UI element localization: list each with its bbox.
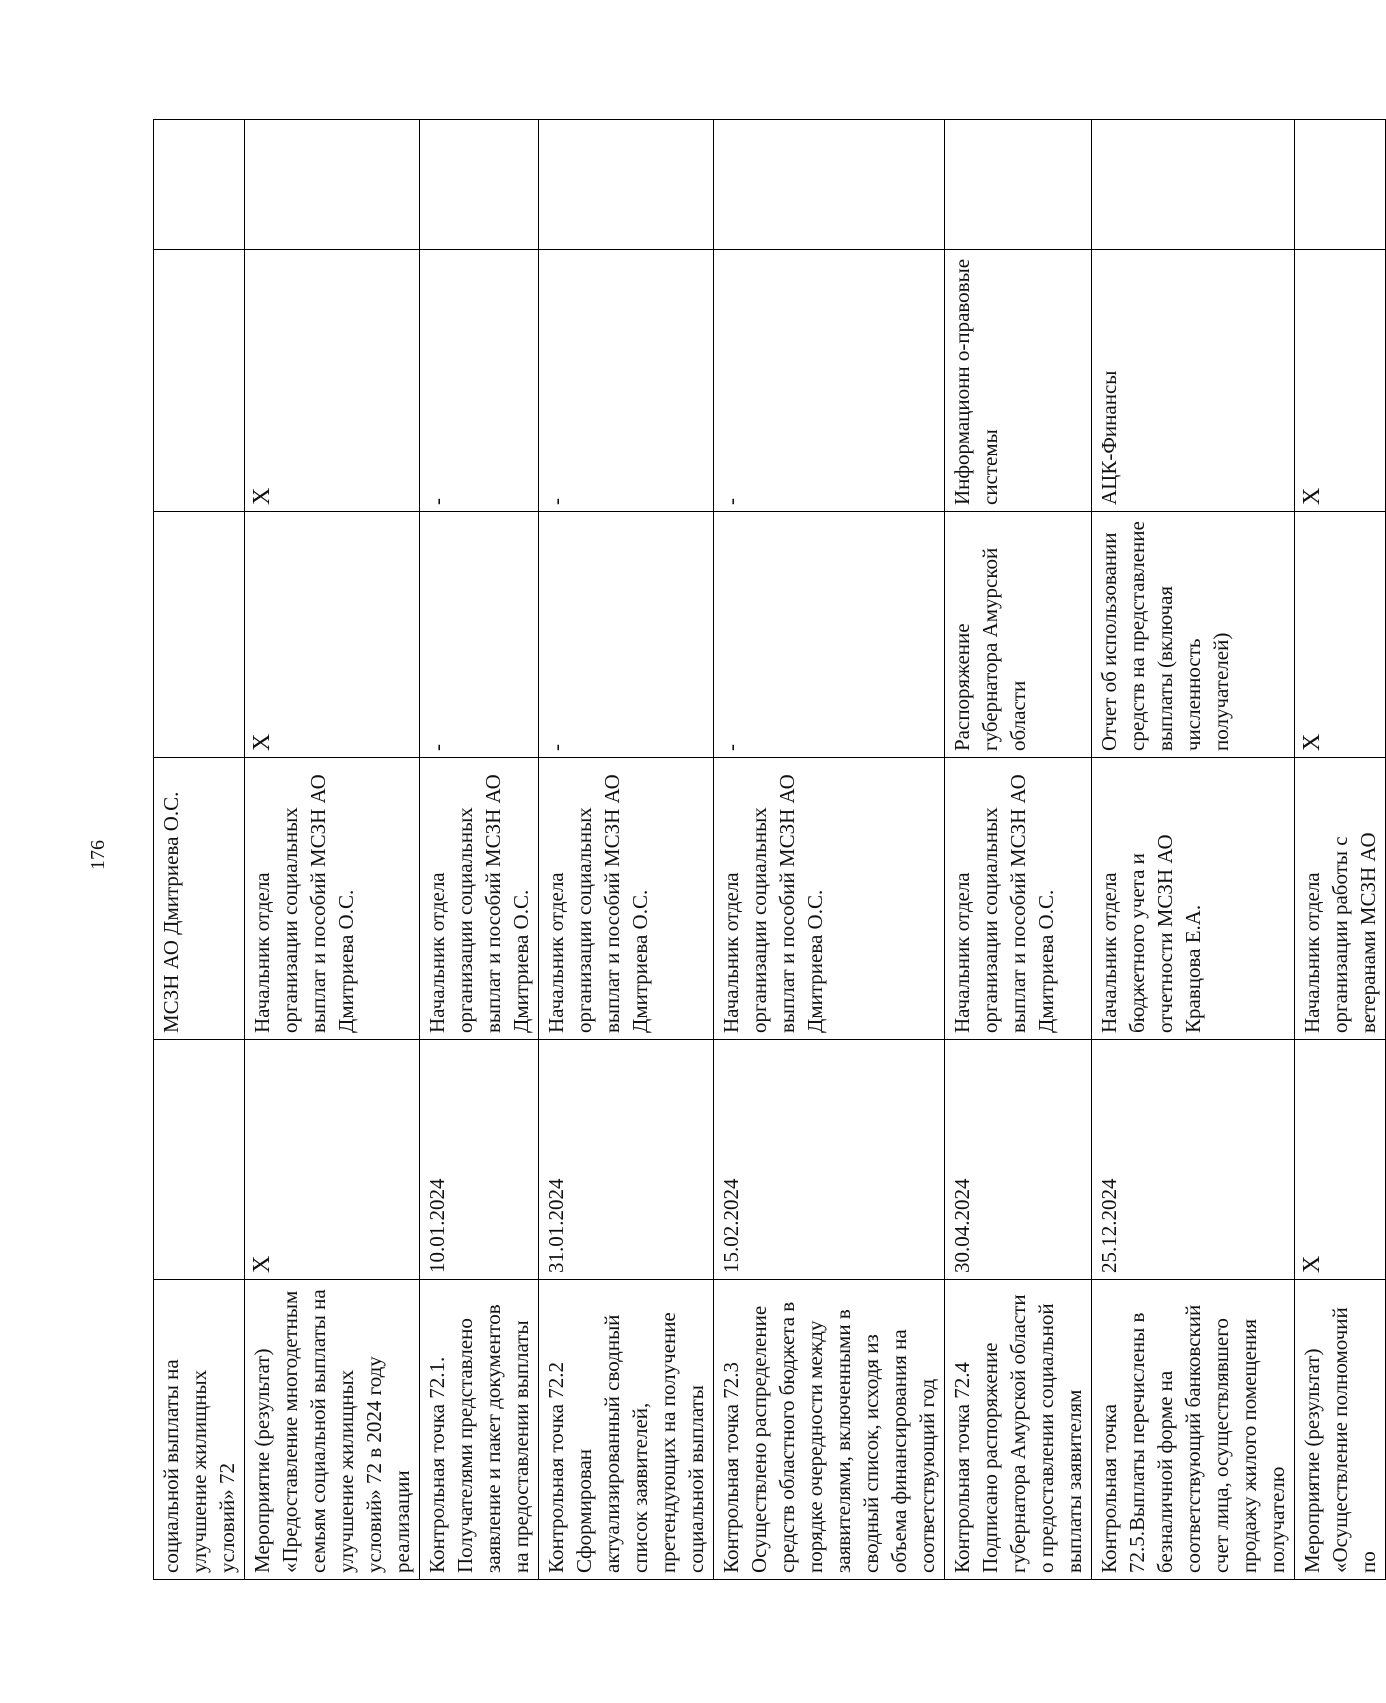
cell-document: X xyxy=(245,512,420,758)
cell-date: 31.01.2024 xyxy=(539,1040,714,1280)
rotated-table-container xyxy=(153,120,1380,1580)
cell-name: Контрольная точка 72.5.Выплаты перечислены в безналичной форме на соответствующий банковский счет лица, осуществлявшего продажу жилого помещения получателю xyxy=(1092,1280,1295,1580)
table-row xyxy=(945,120,1092,1580)
cell-name: социальной выплаты на улучшение жилищных условий» 72 xyxy=(154,1280,245,1580)
measures-table xyxy=(153,119,1386,1580)
cell-system: X xyxy=(245,250,420,512)
cell-date: 30.04.2024 xyxy=(945,1040,1092,1280)
cell-empty xyxy=(420,120,539,250)
cell-name: Мероприятие (результат) «Осуществление полномочий по xyxy=(1295,1280,1386,1580)
cell-document: X xyxy=(1295,512,1386,758)
cell-empty xyxy=(245,120,420,250)
cell-document: - xyxy=(539,512,714,758)
cell-responsible: Начальник отдела организации социальных выплат и пособий МСЗН АО Дмитриева О.С. xyxy=(245,758,420,1040)
cell-empty xyxy=(945,120,1092,250)
table-row xyxy=(539,120,714,1580)
table-row xyxy=(420,120,539,1580)
cell-responsible: Начальник отдела организации социальных выплат и пособий МСЗН АО Дмитриева О.С. xyxy=(945,758,1092,1040)
cell-name: Мероприятие (результат) «Предоставление многодетным семьям социальной выплаты на улучшение жилищных условий» 72 в 2024 году реализации xyxy=(245,1280,420,1580)
table-row xyxy=(1295,120,1386,1580)
cell-system: Информационн о-правовые системы xyxy=(945,250,1092,512)
cell-responsible: Начальник отдела организации социальных выплат и пособий МСЗН АО Дмитриева О.С. xyxy=(420,758,539,1040)
cell-empty xyxy=(714,120,945,250)
cell-date: X xyxy=(245,1040,420,1280)
cell-date: 10.01.2024 xyxy=(420,1040,539,1280)
cell-document: Отчет об использовании средств на представление выплаты (включая численность получателей) xyxy=(1092,512,1295,758)
cell-name: Контрольная точка 72.2 Сформирован актуализированный сводный список заявителей, претендующих на получение социальной выплаты xyxy=(539,1280,714,1580)
table-row xyxy=(1092,120,1295,1580)
cell-empty xyxy=(1092,120,1295,250)
cell-date: 25.12.2024 xyxy=(1092,1040,1295,1280)
page-number: 176 xyxy=(87,840,109,870)
cell-responsible: Начальник отдела организации социальных выплат и пособий МСЗН АО Дмитриева О.С. xyxy=(539,758,714,1040)
cell-empty xyxy=(539,120,714,250)
cell-document: Распоряжение губернатора Амурской области xyxy=(945,512,1092,758)
cell-name: Контрольная точка 72.4 Подписано распоряжение губернатора Амурской области о предоставлении социальной выплаты заявителям xyxy=(945,1280,1092,1580)
cell-document: - xyxy=(420,512,539,758)
cell-date: X xyxy=(1295,1040,1386,1280)
table-row xyxy=(154,120,245,1580)
table-row xyxy=(245,120,420,1580)
cell-name: Контрольная точка 72.1. Получателями представлено заявление и пакет документов на предоставлении выплаты xyxy=(420,1280,539,1580)
cell-document xyxy=(154,512,245,758)
cell-system: - xyxy=(420,250,539,512)
cell-name: Контрольная точка 72.3 Осуществлено распределение средств областного бюджета в порядке очередности между заявителями, включенными в сводный список, исходя из объема финансирования на соответствующий год xyxy=(714,1280,945,1580)
cell-document: - xyxy=(714,512,945,758)
cell-date: 15.02.2024 xyxy=(714,1040,945,1280)
table-row xyxy=(714,120,945,1580)
cell-system: - xyxy=(539,250,714,512)
cell-empty xyxy=(1295,120,1386,250)
cell-system: X xyxy=(1295,250,1386,512)
cell-system xyxy=(154,250,245,512)
cell-empty xyxy=(154,120,245,250)
cell-date xyxy=(154,1040,245,1280)
cell-responsible: Начальник отдела бюджетного учета и отчетности МСЗН АО Кравцова Е.А. xyxy=(1092,758,1295,1040)
cell-responsible: Начальник отдела организации работы с ветеранами МСЗН АО xyxy=(1295,758,1386,1040)
cell-system: АЦК-Финансы xyxy=(1092,250,1295,512)
cell-responsible: МСЗН АО Дмитриева О.С. xyxy=(154,758,245,1040)
cell-system: - xyxy=(714,250,945,512)
cell-responsible: Начальник отдела организации социальных выплат и пособий МСЗН АО Дмитриева О.С. xyxy=(714,758,945,1040)
